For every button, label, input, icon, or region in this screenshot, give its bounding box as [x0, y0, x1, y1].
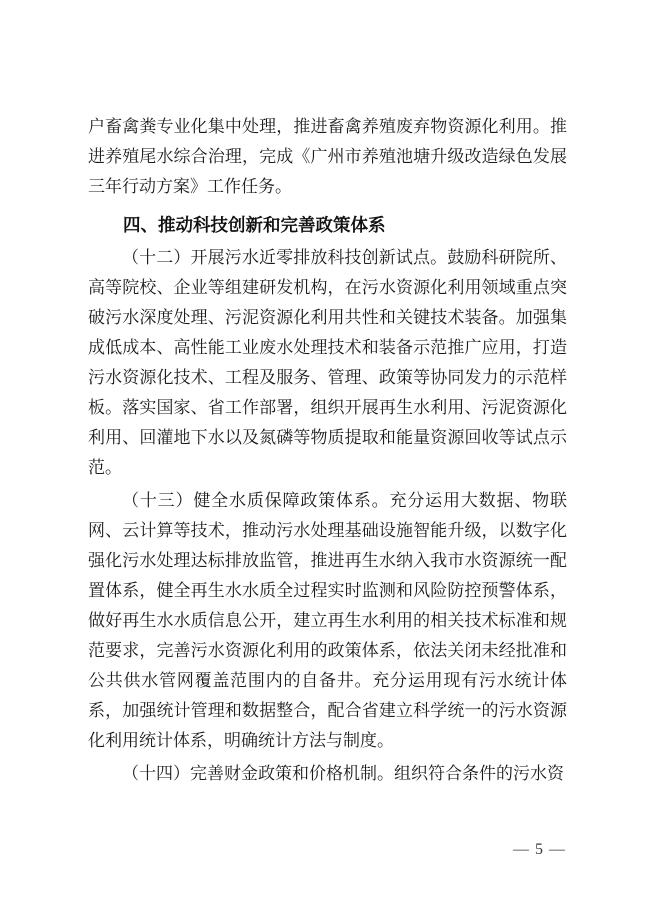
page-number: — 5 —	[513, 841, 566, 858]
clause-12-body: 鼓励科研院所、高等院校、企业等组建研发机构，在污水资源化利用领域重点突破污水深度处理、污泥资源化利用共性和关键技术装备。加强集成低成本、高性能工业废水处理技术和装备示范推广应用，打造污水资源化技术、工程及服务、管理、政策等协同发力的示范样板。落实国家、省工作部署，组织开展再生水利用、污泥资源化利用、回灌地下水以及氮磷等物质提取和能量资源回收等试点示范。	[88, 248, 568, 477]
section-heading: 四、推动科技创新和完善政策体系	[123, 215, 386, 235]
paragraph-continuation: 户畜禽粪专业化集中处理，推进畜禽养殖废弃物资源化利用。推进养殖尾水综合治理，完成《广州市养殖池塘升级改造绿色发展三年行动方案》工作任务。	[88, 117, 567, 196]
clause-13-lead: （十三）健全水质保障政策体系。	[122, 491, 390, 510]
clause-14-body: 组织符合条件的污水资	[394, 764, 564, 783]
clause-paragraph-14	[88, 759, 567, 789]
clause-14-lead: （十四）完善财金政策和价格机制。	[122, 764, 394, 783]
clause-paragraph-13	[88, 486, 567, 756]
clause-paragraph-12	[88, 243, 567, 483]
clause-13-body: 充分运用大数据、物联网、云计算等技术，推动污水处理基础设施智能升级，以数字化强化污水处理达标排放监管，推进再生水纳入我市水资源统一配置体系，健全再生水水质全过程实时监测和风险防控预警体系，做好再生水水质信息公开，建立再生水利用的相关技术标准和规范要求，完善污水资源化利用的政策体系，依法关闭未经批准和公共供水管网覆盖范围内的自备井。充分运用现有污水统计体系，加强统计管理和数据整合，配合省建立科学统一的污水资源化利用统计体系，明确统计方法与制度。	[88, 491, 567, 750]
document-body	[88, 112, 567, 789]
clause-12-lead: （十二）开展污水近零排放科技创新试点。	[122, 248, 448, 267]
